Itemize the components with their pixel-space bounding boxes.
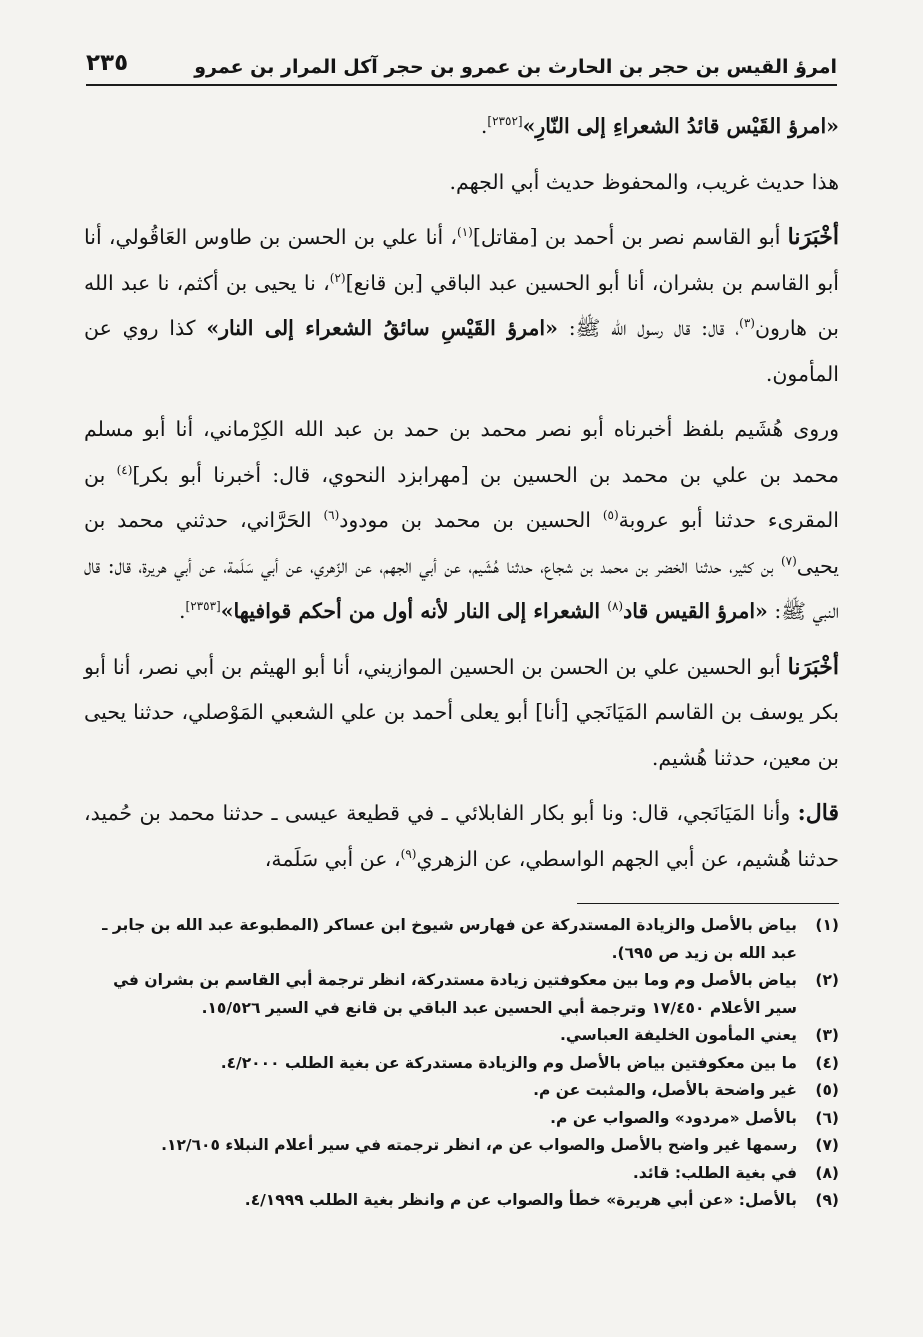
keyword-qala: قال: xyxy=(797,800,839,826)
text-segment: كذا روي عن المأمون. xyxy=(84,316,839,386)
footnote-number: (٨) xyxy=(815,1163,839,1182)
hadith-quote: «امرؤ القيس قاد xyxy=(623,599,768,623)
keyword-akhbarana: أخْبَرَنا xyxy=(787,224,839,250)
footnote-number: (١) xyxy=(815,916,839,934)
hadith-ref: [٢٣٥٢] xyxy=(487,114,523,129)
footnote-number: (٢) xyxy=(815,971,839,989)
footnote-text: في بغية الطلب: قائد. xyxy=(632,1163,797,1182)
footnote-text: بياض بالأصل والزيادة المستدركة عن فهارس شيوخ ابن عساكر (المطبوعة عبد الله بن جابر ـ عبد الله بن زيد ص ٦٩٥). xyxy=(102,916,797,962)
paragraph-4 xyxy=(84,407,839,635)
paragraph-1 xyxy=(84,104,839,150)
footnote-text: بالأصل «مردود» والصواب عن م. xyxy=(550,1108,797,1127)
paragraph-3 xyxy=(84,215,839,397)
footnote-item xyxy=(84,1077,839,1105)
footnote-separator xyxy=(577,903,839,904)
punctuation: . xyxy=(480,114,488,138)
footnote-text: ما بين معكوفتين بياض بالأصل وم والزيادة مستدركة عن بغية الطلب ٤/٢٠٠٠. xyxy=(220,1053,797,1072)
paragraph-6 xyxy=(84,791,839,882)
footnote-text: بياض بالأصل وم وما بين معكوفتين زيادة مستدركة، انظر ترجمة أبي القاسم بن بشران في سير الأعلام ١٧/٤٥٠ وترجمة أبي الحسين عبد الباقي بن قانع في السير ١٥/٥٢٦. xyxy=(113,971,797,1017)
footnote-text: رسمها غير واضح بالأصل والصواب عن م، انظر ترجمته في سير أعلام النبلاء ١٢/٦٠٥. xyxy=(161,1136,797,1154)
main-text xyxy=(84,104,839,892)
text-segment: ، عن أبي سَلَمة، xyxy=(264,846,401,871)
footnote-item xyxy=(84,1132,839,1160)
footnotes xyxy=(84,912,839,1215)
keyword-akhbarana: أخْبَرَنا xyxy=(787,653,839,680)
page-number: ٢٣٥ xyxy=(86,50,129,76)
footnote-ref-2: (٢) xyxy=(329,270,346,285)
footnote-item xyxy=(84,1050,839,1078)
footnote-item xyxy=(84,912,839,967)
hadith-quote: الشعراء إلى النار لأنه أول من أحكم قوافيها» xyxy=(220,599,608,623)
footnote-item xyxy=(84,1105,839,1133)
hadith-quote: «امرؤ القَيْسِ سائقُ الشعراء إلى النار» xyxy=(206,316,558,340)
text-segment: وأنا المَيَانَجي، قال: ونا أبو بكار الفابلائي ـ في قطيعة عيسى ـ حدثنا محمد بن حُميد، حدثنا هُشيم، عن أبي الجهم الواسطي، عن الزهري xyxy=(84,801,839,871)
text-segment: الحسين بن محمد بن مودود xyxy=(339,508,603,532)
text-segment: ، أنا علي بن الحسن بن طاوس العَاقُولي، أنا أبو القاسم بن بشران، أنا أبو الحسين عبد الباقي [بن قانع] xyxy=(84,225,839,295)
footnote-item xyxy=(84,967,839,1022)
footnote-number: (٥) xyxy=(815,1081,839,1099)
text-segment: وروى هُشَيم بلفظ أخبرناه أبو نصر محمد بن حمد بن عبد الله الكِرْماني، أنا أبو مسلم محمد بن علي بن محمد بن الحسين بن [مهرابزد النحوي، قال: أخبرنا أبو بكر] xyxy=(84,417,839,487)
footnote-ref-8: (٨) xyxy=(607,599,624,614)
hadith-quote: «امرؤ القَيْس قائدُ الشعراءِ إلى النّارِ» xyxy=(522,114,839,138)
footnote-ref-3: (٣) xyxy=(739,316,755,331)
footnote-item xyxy=(84,1187,839,1215)
paragraph-2: هذا حديث غريب، والمحفوظ حديث أبي الجهم. xyxy=(449,169,839,194)
footnote-ref-1: (١) xyxy=(457,225,473,240)
hadith-ref: [٢٣٥٣] xyxy=(185,599,221,614)
text-segment: أبو القاسم نصر بن أحمد بن [مقاتل] xyxy=(472,225,788,249)
footnote-ref-4: (٤) xyxy=(116,462,133,477)
footnote-text: بالأصل: «عن أبي هريرة» خطأ والصواب عن م وانظر بغية الطلب ٤/١٩٩٩. xyxy=(244,1191,797,1209)
footnote-ref-7: (٧) xyxy=(780,553,797,568)
text-segment: بن كثير، حدثنا الخضر بن محمد بن شجاع، حدثنا هُشَيم، عن أبي الجهم، عن الزّهري، عن أبي سَلَمة، عن أبي هريرة، قال: قال النبي ﷺ: xyxy=(84,553,839,623)
footnote-item xyxy=(84,1022,839,1050)
footnote-ref-9: (٩) xyxy=(400,846,417,861)
footnote-ref-6: (٦) xyxy=(323,508,340,523)
punctuation: . xyxy=(179,599,186,623)
footnote-number: (٤) xyxy=(815,1053,839,1072)
text-segment: الحَرَّاني، حدثني محمد بن يحيى xyxy=(84,508,839,578)
running-title: امرؤ القيس بن حجر بن الحارث بن عمرو بن حجر آكل المرار بن عمرو xyxy=(194,56,837,78)
footnote-number: (٧) xyxy=(815,1136,839,1154)
footnote-number: (٦) xyxy=(815,1108,839,1127)
text-segment: بن المقرىء حدثنا أبو عروبة xyxy=(84,462,839,532)
footnote-number: (٣) xyxy=(815,1026,839,1044)
footnote-number: (٩) xyxy=(815,1191,839,1209)
paragraph-5 xyxy=(84,645,839,782)
text-segment: ، نا يحيى بن أكثم، نا عبد الله بن هارون xyxy=(84,270,839,340)
text-segment: ، قال: قال رسول الله ﷺ: xyxy=(557,316,740,340)
footnote-ref-5: (٥) xyxy=(602,508,619,523)
footnote-text: يعني المأمون الخليفة العباسي. xyxy=(559,1026,797,1044)
text-segment: أبو الحسين علي بن الحسن بن الحسين الموازيني، أنا أبو الهيثم بن أبي نصر، أنا أبو بكر يوسف بن القاسم المَيَانَجي [أنا] أبو يعلى أحمد بن علي الشعبي المَوْصلي، حدثنا يحيى بن معين، حدثنا هُشيم. xyxy=(84,654,839,770)
footnote-item xyxy=(84,1160,839,1188)
page-header xyxy=(86,38,837,86)
footnote-text: غير واضحة بالأصل، والمثبت عن م. xyxy=(533,1081,797,1099)
